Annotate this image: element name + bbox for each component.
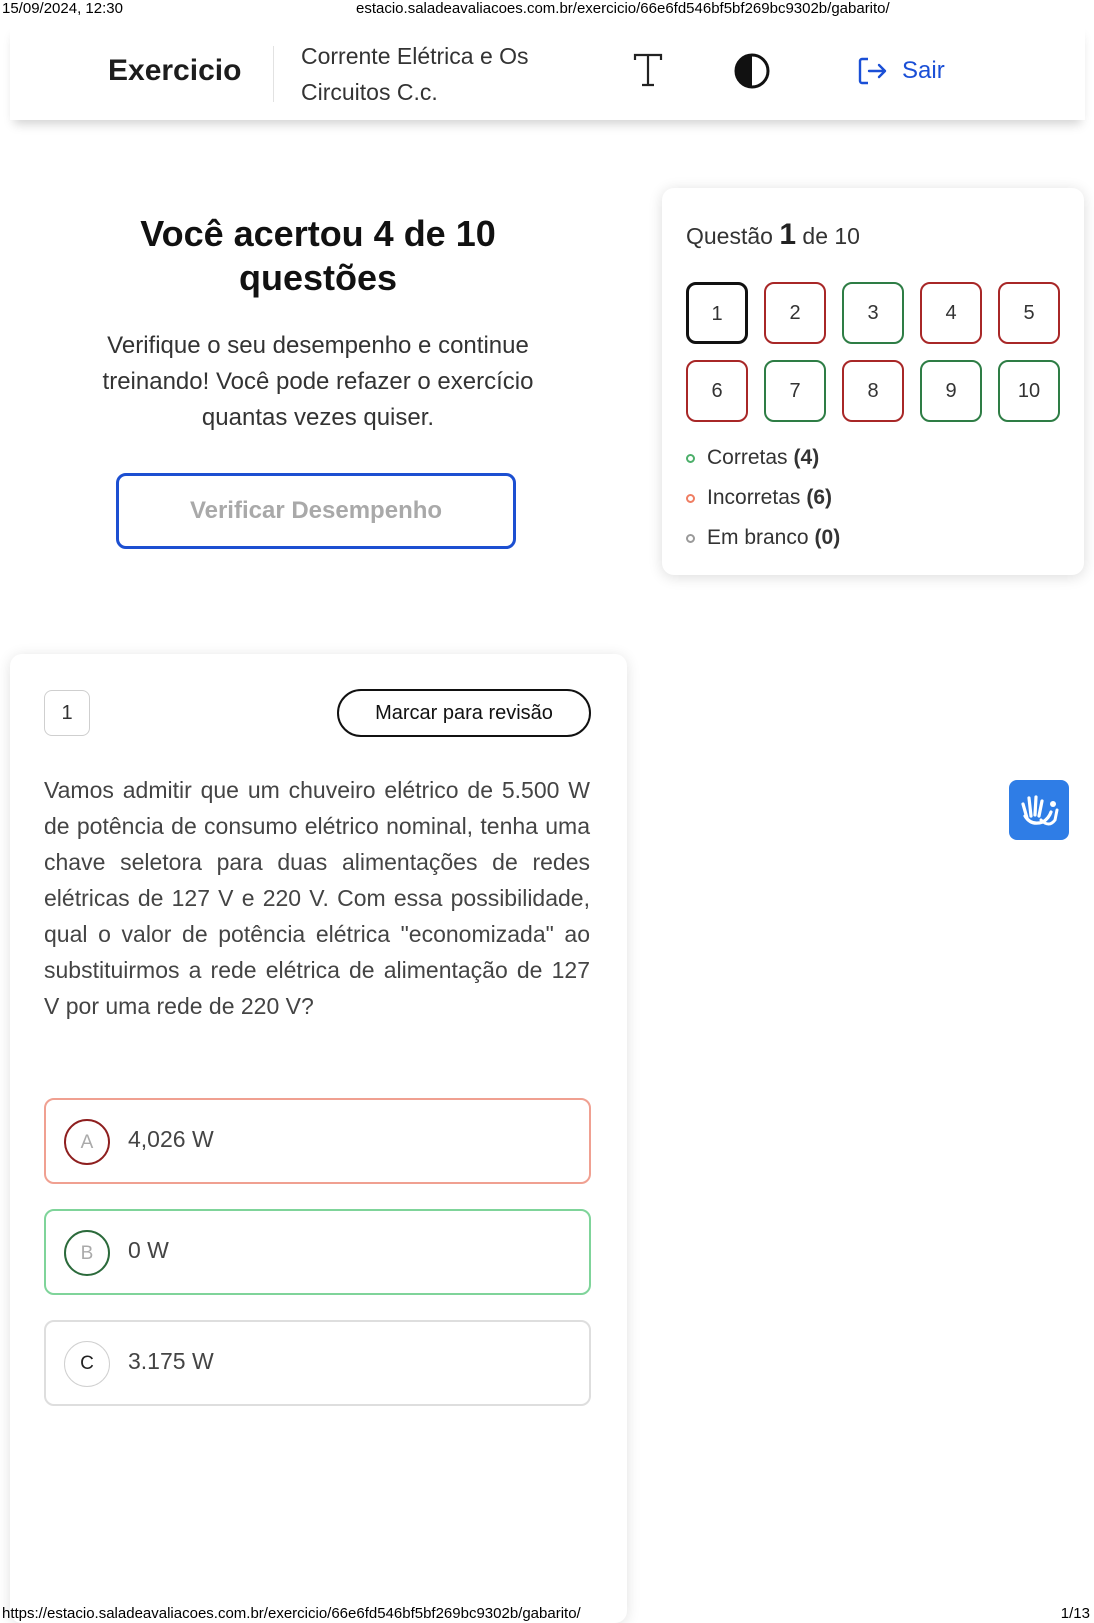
course-title-line2: Circuitos C.c. [301,79,438,105]
verify-performance-button[interactable]: Verificar Desempenho [116,473,516,549]
mark-for-review-button[interactable]: Marcar para revisão [337,689,591,737]
option-a[interactable] [44,1098,591,1184]
question-counter-current: 1 [779,218,797,251]
question-button-7[interactable]: 7 [764,360,826,422]
question-counter [686,218,860,252]
sign-language-icon [1009,780,1069,840]
correct-dot-icon [686,454,695,463]
option-c-text: 3.175 W [128,1348,214,1374]
question-button-10[interactable]: 10 [998,360,1060,422]
question-button-9[interactable]: 9 [920,360,982,422]
contrast-icon[interactable] [733,52,771,90]
print-header [0,0,1094,18]
legend-incorrect [686,486,832,510]
top-bar [10,24,1085,120]
footer-url: https://estacio.saladeavaliacoes.com.br/exercicio/66e6fd546bf5bf269bc9302b/gabarito/ [2,1605,581,1622]
legend-incorrect-count: (6) [806,486,833,509]
course-title [301,38,571,110]
logout-icon [856,55,888,87]
print-date: 15/09/2024, 12:30 [2,0,123,17]
brand-title: Exercicio [108,54,242,87]
option-b-text: 0 W [128,1237,169,1263]
blank-dot-icon [686,534,695,543]
legend-correct [686,446,819,470]
question-button-3[interactable]: 3 [842,282,904,344]
question-card [10,654,627,1623]
question-counter-suffix: de 10 [802,223,860,249]
incorrect-dot-icon [686,494,695,503]
result-title: Você acertou 4 de 10 questões [140,213,496,298]
legend-blank-label: Em branco [707,526,809,549]
print-url: estacio.saladeavaliacoes.com.br/exercicio/66e6fd546bf5bf269bc9302b/gabarito/ [356,0,890,17]
option-b[interactable] [44,1209,591,1295]
question-button-8[interactable]: 8 [842,360,904,422]
logout-button[interactable] [856,53,945,89]
font-size-icon[interactable] [632,52,664,88]
legend-incorrect-label: Incorretas [707,486,801,509]
page-number: 1/13 [1060,1605,1090,1622]
question-button-6[interactable]: 6 [686,360,748,422]
sign-language-button[interactable] [1009,780,1069,840]
legend-blank-count: (0) [814,526,841,549]
option-c-letter: C [64,1341,110,1387]
legend-correct-label: Corretas [707,446,788,469]
question-number-badge: 1 [44,690,90,736]
question-navigator [662,188,1084,575]
legend-correct-count: (4) [793,446,820,469]
question-button-5[interactable]: 5 [998,282,1060,344]
header-divider [273,46,274,102]
option-b-letter: B [64,1230,110,1276]
option-a-letter: A [64,1119,110,1165]
option-c[interactable] [44,1320,591,1406]
print-footer [0,1603,1094,1623]
question-counter-prefix: Questão [686,223,773,249]
question-button-2[interactable]: 2 [764,282,826,344]
result-subtitle: Verifique o seu desempenho e continue treinando! Você pode refazer o exercício quantas vezes quiser. [102,332,534,431]
course-title-line1: Corrente Elétrica e Os [301,43,529,69]
legend-blank [686,526,840,550]
question-button-1[interactable]: 1 [686,282,748,344]
option-a-text: 4,026 W [128,1126,214,1152]
question-button-4[interactable]: 4 [920,282,982,344]
logout-label: Sair [902,57,945,84]
question-text: Vamos admitir que um chuveiro elétrico de 5.500 W de potência de consumo elétrico nominal, tenha uma chave seletora para duas alimentações de redes elétricas de 127 V e 220 V. Com essa possibilidade, qual o valor de potência elétrica "economizada" ao substituirmos a rede elétrica de alimentação de 127 V por uma rede de 220 V? [44,777,590,1019]
